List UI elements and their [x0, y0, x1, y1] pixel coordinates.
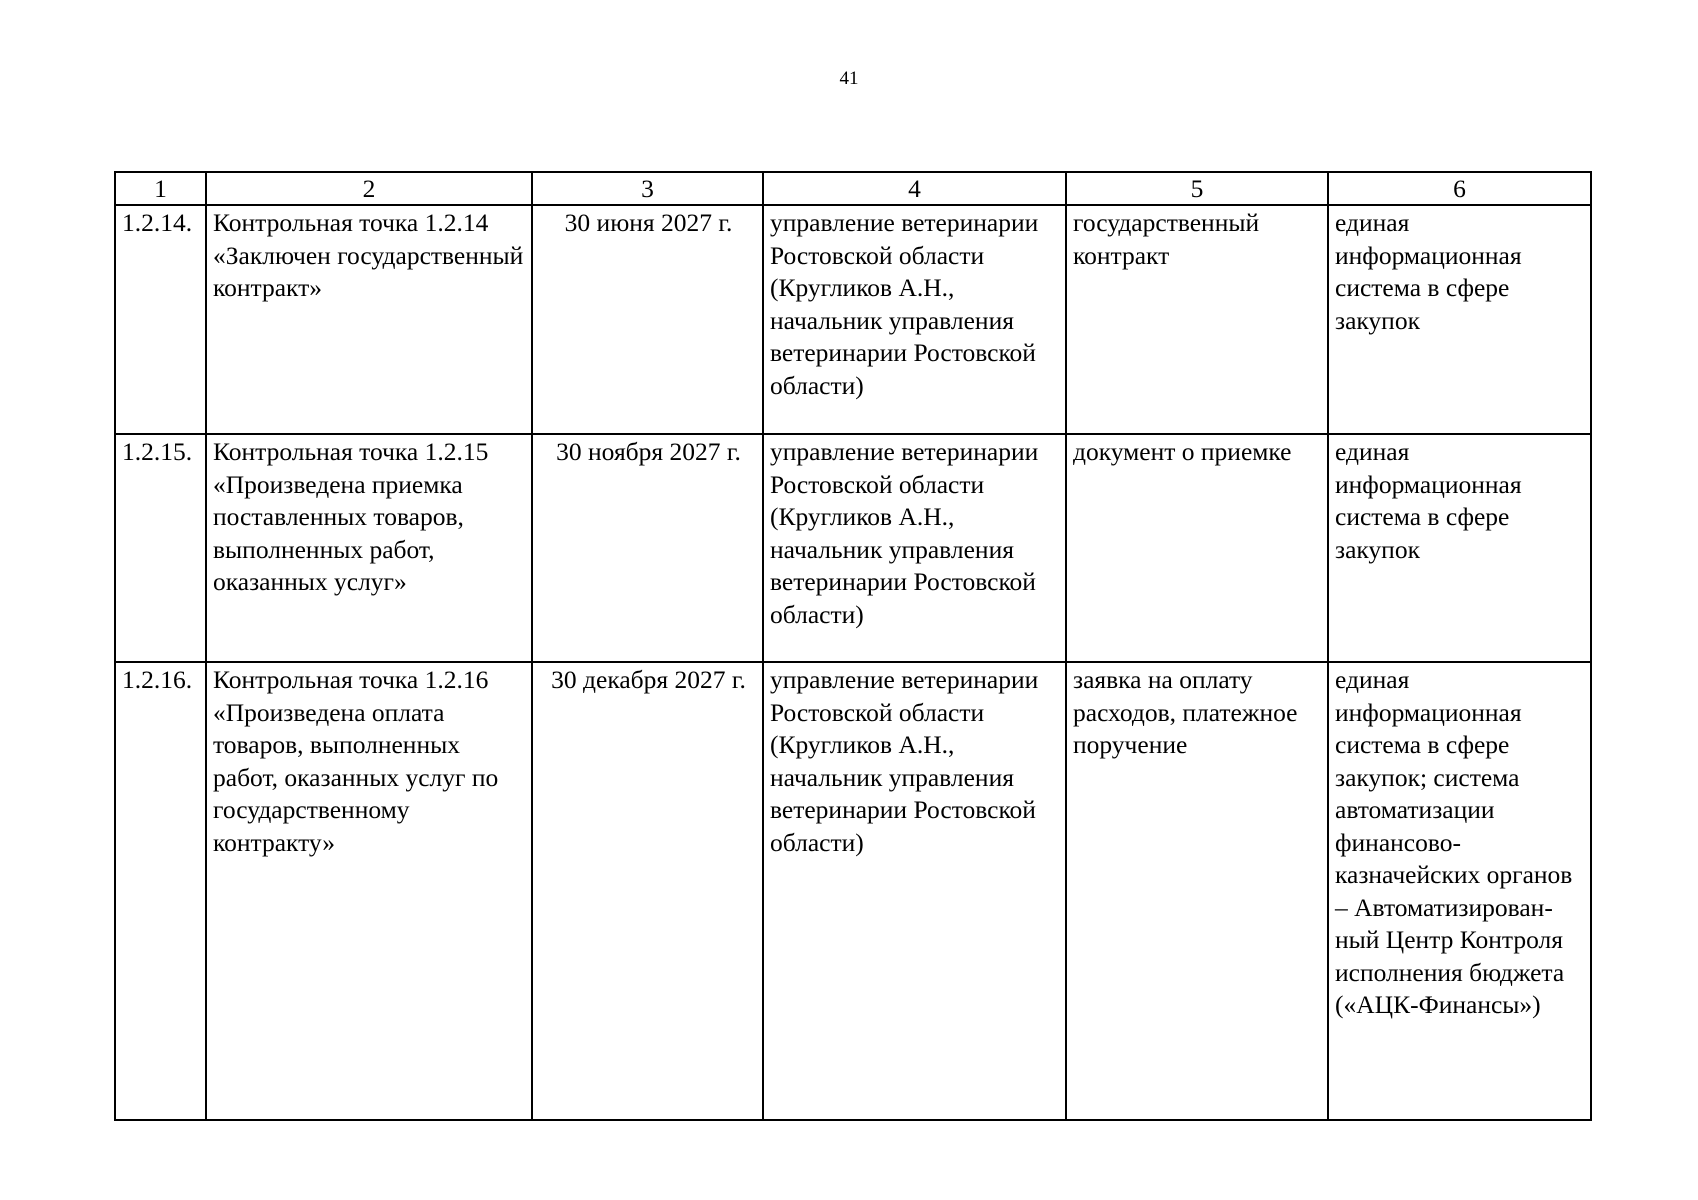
document-cell: заявка на оплату расходов, платежное поручение	[1066, 662, 1328, 1120]
event-cell: Контрольная точка 1.2.16 «Произведена оплата товаров, выполненных работ, оказанных услуг по государственному контракту»	[206, 662, 532, 1120]
table-header-row	[115, 172, 1591, 205]
system-cell: единая информационная система в сфере закупок; система автоматизации финансово-казначейских органов – Автоматизирован-ный Центр Контроля исполнения бюджета («АЦК-Финансы»)	[1328, 662, 1591, 1120]
row-number: 1.2.14.	[115, 205, 206, 434]
responsible-cell: управление ветеринарии Ростовской области (Кругликов А.Н., начальник управления ветеринарии Ростовской области)	[763, 434, 1066, 662]
system-cell: единая информационная система в сфере закупок	[1328, 205, 1591, 434]
page-number: 41	[839, 68, 859, 89]
table-row	[115, 205, 1591, 434]
column-header: 2	[206, 172, 532, 205]
column-header: 1	[115, 172, 206, 205]
document-cell: государственный контракт	[1066, 205, 1328, 434]
document-cell: документ о приемке	[1066, 434, 1328, 662]
column-header: 6	[1328, 172, 1591, 205]
event-cell: Контрольная точка 1.2.14 «Заключен государственный контракт»	[206, 205, 532, 434]
date-cell: 30 декабря 2027 г.	[532, 662, 763, 1120]
row-number: 1.2.16.	[115, 662, 206, 1120]
responsible-cell: управление ветеринарии Ростовской области (Кругликов А.Н., начальник управления ветеринарии Ростовской области)	[763, 662, 1066, 1120]
column-header: 4	[763, 172, 1066, 205]
date-cell: 30 июня 2027 г.	[532, 205, 763, 434]
plan-table	[114, 171, 1592, 1121]
system-cell: единая информационная система в сфере закупок	[1328, 434, 1591, 662]
responsible-cell: управление ветеринарии Ростовской области (Кругликов А.Н., начальник управления ветеринарии Ростовской области)	[763, 205, 1066, 434]
table-row	[115, 434, 1591, 662]
date-cell: 30 ноября 2027 г.	[532, 434, 763, 662]
column-header: 3	[532, 172, 763, 205]
event-cell: Контрольная точка 1.2.15 «Произведена приемка поставленных товаров, выполненных работ, оказанных услуг»	[206, 434, 532, 662]
row-number: 1.2.15.	[115, 434, 206, 662]
table-row	[115, 662, 1591, 1120]
column-header: 5	[1066, 172, 1328, 205]
